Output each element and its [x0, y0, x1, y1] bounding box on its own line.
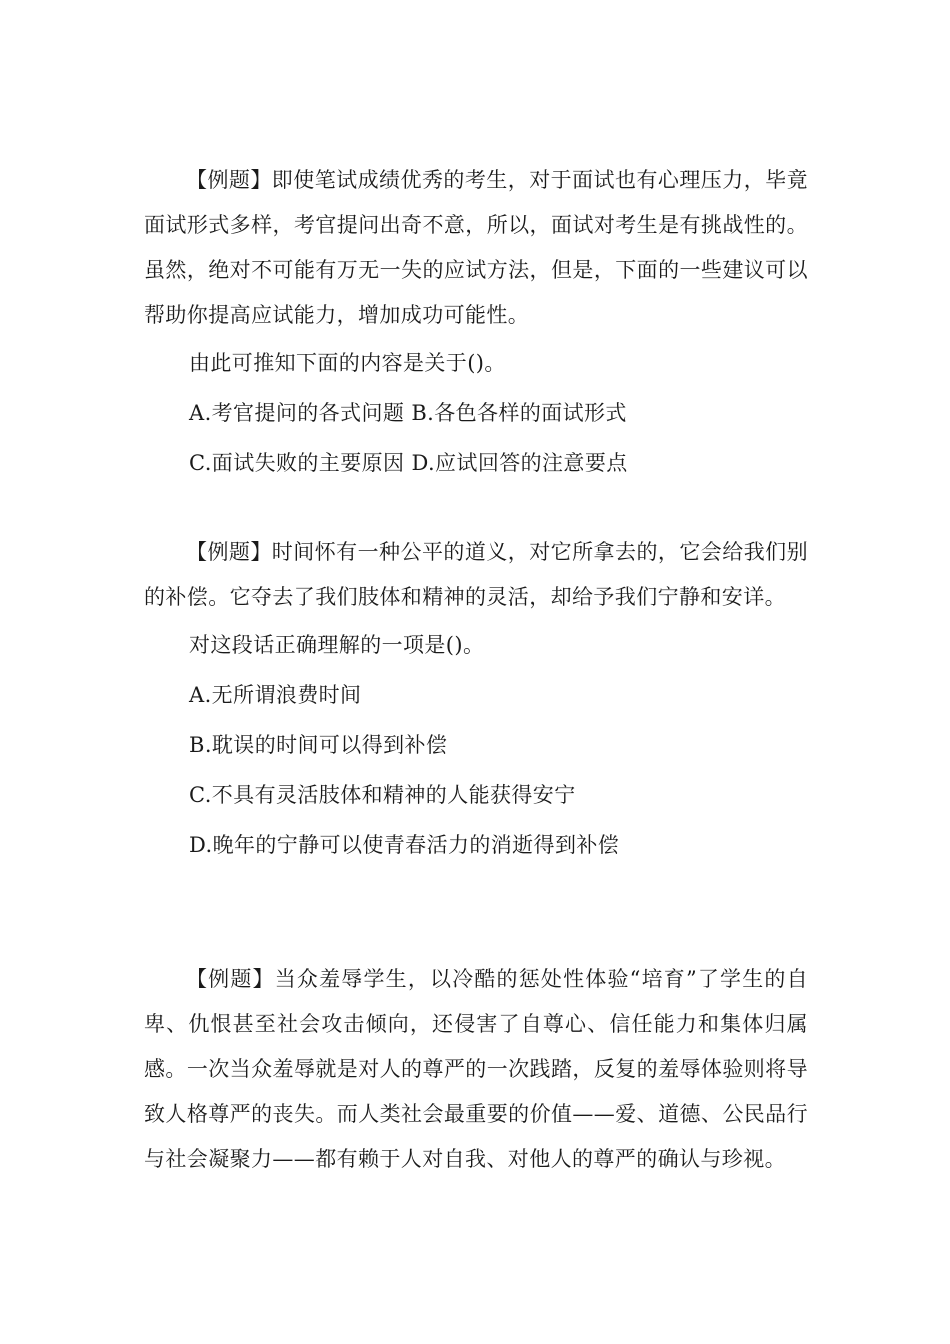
- question-passage: 【例题】时间怀有一种公平的道义，对它所拿去的，它会给我们别的补偿。它夺去了我们肢体和精神的灵活，却给予我们宁静和安详。: [144, 540, 808, 609]
- question-prompt: 对这段话正确理解的一项是()。: [189, 633, 485, 657]
- answer-option: B.耽误的时间可以得到补偿: [189, 733, 448, 757]
- question-passage: 【例题】即使笔试成绩优秀的考生，对于面试也有心理压力，毕竟面试形式多样，考官提问出奇不意，所以，面试对考生是有挑战性的。虽然，绝对不可能有万无一失的应试方法，但是，下面的一些建议可以帮助你提高应试能力，增加成功可能性。: [144, 168, 808, 327]
- question-passage: 【例题】当众羞辱学生，以冷酷的惩处性体验“培育”了学生的自卑、仇恨甚至社会攻击倾向，还侵害了自尊心、信任能力和集体归属感。一次当众羞辱就是对人的尊严的一次践踏，反复的羞辱体验则将导致人格尊严的丧失。而人类社会最重要的价值——爱、道德、公民品行与社会凝聚力——都有赖于人对自我、对他人的尊严的确认与珍视。: [144, 967, 808, 1171]
- question-prompt: 由此可推知下面的内容是关于()。: [189, 351, 506, 375]
- answer-option: C.面试失败的主要原因 D.应试回答的注意要点: [189, 451, 628, 475]
- example-question-3: [144, 957, 808, 1182]
- answer-option: C.不具有灵活肢体和精神的人能获得安宁: [189, 783, 576, 807]
- example-question-2: [144, 530, 808, 870]
- answer-option: A.无所谓浪费时间: [189, 683, 362, 707]
- answer-option: D.晚年的宁静可以使青春活力的消逝得到补偿: [189, 833, 620, 857]
- example-question-1: [144, 158, 808, 488]
- answer-option: A.考官提问的各式问题 B.各色各样的面试形式: [189, 401, 627, 425]
